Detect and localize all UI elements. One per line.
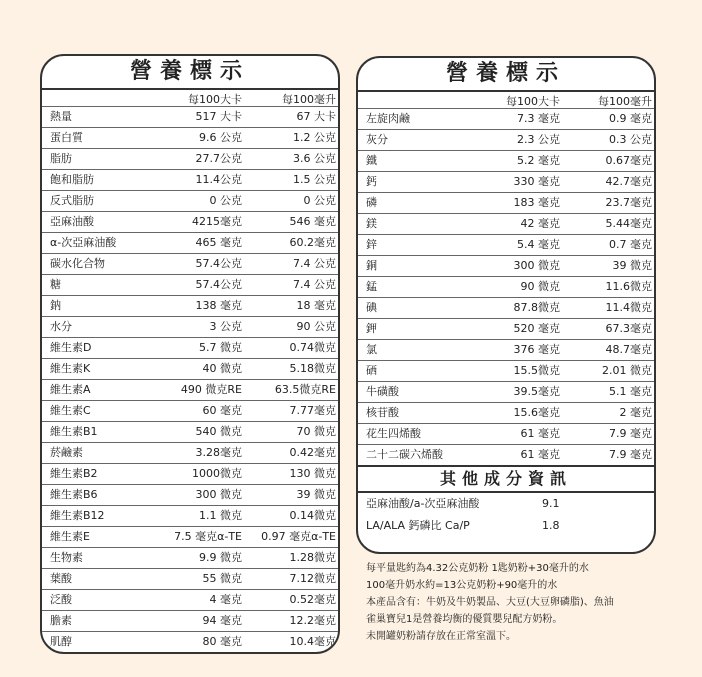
nutrient-row [42,358,338,379]
nutrient-row [42,442,338,463]
value-per-100kcal: 39.5毫克 [513,385,560,398]
nutrient-row [358,297,654,318]
value-per-100ml: 0.67毫克 [605,154,652,167]
value-per-100kcal: 61 毫克 [520,448,560,461]
nutrient-row [358,108,654,129]
value-per-100ml: 7.9 毫克 [609,427,652,440]
nutrient-name: 飽和脂肪 [50,173,94,186]
value-per-100ml: 23.7毫克 [605,196,652,209]
nutrient-name: 二十二碳六烯酸 [366,448,443,461]
value-per-100ml: 42.7毫克 [605,175,652,188]
value-per-100ml: 18 毫克 [296,299,336,312]
value-per-100kcal: 80 毫克 [202,635,242,648]
nutrient-name: 脂肪 [50,152,72,165]
column-header-row [42,90,338,106]
nutrient-row [42,253,338,274]
value-per-100kcal: 4 毫克 [209,593,242,606]
nutrient-row [42,295,338,316]
value-per-100ml: 0 公克 [303,194,336,207]
nutrient-row [358,234,654,255]
nutrient-rows [42,106,338,652]
value-per-100kcal: 376 毫克 [513,343,560,356]
value-per-100ml: 2 毫克 [619,406,652,419]
value-per-100ml: 0.7 毫克 [609,238,652,251]
nutrient-name: 熱量 [50,110,72,123]
value-per-100ml: 7.4 公克 [293,257,336,270]
value-per-100kcal: 3.28毫克 [195,446,242,459]
nutrient-name: 肌醇 [50,635,72,648]
nutrient-row [42,232,338,253]
column-header-per-100ml: 每100毫升 [598,95,652,108]
value-per-100ml: 0.42毫克 [289,446,336,459]
nutrient-row [42,589,338,610]
value-per-100ml: 39 微克 [296,488,336,501]
value-per-100kcal: 3 公克 [209,320,242,333]
value-per-100ml: 7.12微克 [289,572,336,585]
nutrient-name: 維生素E [50,530,90,543]
nutrient-row [42,169,338,190]
nutrient-name: α-次亞麻油酸 [50,236,117,249]
value-per-100ml: 11.6微克 [605,280,652,293]
value-per-100ml: 39 微克 [612,259,652,272]
other-info-rows [358,493,654,537]
value-per-100ml: 67.3毫克 [605,322,652,335]
other-info-row [358,493,654,515]
value-per-100kcal: 9.6 公克 [199,131,242,144]
nutrient-row [42,526,338,547]
nutrient-name: 磷 [366,196,377,209]
nutrient-row [358,171,654,192]
nutrient-row [42,505,338,526]
nutrient-name: 維生素B12 [50,509,105,522]
nutrient-row [42,610,338,631]
value-per-100ml: 546 毫克 [289,215,336,228]
value-per-100kcal: 517 大卡 [195,110,242,123]
panel-title: 營養標示 [358,58,654,92]
value-per-100ml: 2.01 微克 [602,364,652,377]
value-per-100ml: 0.97 毫克α-TE [261,530,336,543]
nutrient-row [358,360,654,381]
nutrient-name: 反式脂肪 [50,194,94,207]
other-info-title: 其他成分資訊 [358,465,654,493]
nutrient-name: 維生素K [50,362,91,375]
value-per-100kcal: 7.3 毫克 [517,112,560,125]
nutrient-name: 鈉 [50,299,61,312]
column-header-row [358,92,654,108]
value-per-100ml: 0.74微克 [289,341,336,354]
note-line: 100毫升奶水約=13公克奶粉+90毫升的水 [366,580,558,591]
nutrient-name: 鉀 [366,322,377,335]
nutrient-name: 菸鹼素 [50,446,83,459]
value-per-100kcal: 5.7 微克 [199,341,242,354]
nutrient-row [358,423,654,444]
nutrient-row [358,444,654,465]
value-per-100ml: 1.2 公克 [293,131,336,144]
value-per-100kcal: 0 公克 [209,194,242,207]
other-info-name: 亞麻油酸/a-次亞麻油酸 [366,497,480,510]
nutrient-name: 氯 [366,343,377,356]
value-per-100kcal: 57.4公克 [195,257,242,270]
nutrient-name: 鈣 [366,175,377,188]
nutrient-row [358,255,654,276]
value-per-100kcal: 87.8微克 [513,301,560,314]
value-per-100kcal: 7.5 毫克α-TE [174,530,242,543]
note-line: 雀巢寶兒1是營養均衡的優質嬰兒配方奶粉。 [366,614,563,625]
nutrient-name: 鎂 [366,217,377,230]
nutrient-row [42,421,338,442]
usage-notes [366,560,686,645]
value-per-100ml: 5.1 毫克 [609,385,652,398]
value-per-100ml: 7.4 公克 [293,278,336,291]
nutrient-row [42,463,338,484]
value-per-100kcal: 61 毫克 [520,427,560,440]
nutrient-row [42,127,338,148]
nutrient-row [42,400,338,421]
value-per-100ml: 60.2毫克 [289,236,336,249]
nutrient-row [42,190,338,211]
value-per-100ml: 0.9 毫克 [609,112,652,125]
nutrient-name: 維生素B2 [50,467,98,480]
nutrient-rows [358,108,654,465]
nutrient-name: 糖 [50,278,61,291]
value-per-100kcal: 60 毫克 [202,404,242,417]
value-per-100kcal: 57.4公克 [195,278,242,291]
nutrient-name: 花生四烯酸 [366,427,421,440]
nutrient-name: 錳 [366,280,377,293]
value-per-100ml: 90 公克 [296,320,336,333]
note-line: 每平量匙約為4.32公克奶粉 1匙奶粉+30毫升的水 [366,563,589,574]
nutrient-name: 碳水化合物 [50,257,105,270]
nutrient-row [358,402,654,423]
nutrient-name: 生物素 [50,551,83,564]
nutrient-name: 核苷酸 [366,406,399,419]
nutrient-name: 銅 [366,259,377,272]
column-header-per-100kcal: 每100大卡 [506,95,560,108]
nutrient-name: 鋅 [366,238,377,251]
nutrient-row [42,484,338,505]
nutrient-name: 碘 [366,301,377,314]
value-per-100kcal: 11.4公克 [195,173,242,186]
value-per-100kcal: 1000微克 [192,467,242,480]
nutrient-row [358,276,654,297]
nutrient-row [358,213,654,234]
value-per-100kcal: 138 毫克 [195,299,242,312]
nutrient-name: 左旋肉鹼 [366,112,410,125]
nutrient-row [42,631,338,652]
nutrient-name: 蛋白質 [50,131,83,144]
value-per-100kcal: 540 微克 [195,425,242,438]
value-per-100kcal: 330 毫克 [513,175,560,188]
value-per-100kcal: 5.4 毫克 [517,238,560,251]
nutrient-name: 牛磺酸 [366,385,399,398]
nutrient-row [358,318,654,339]
nutrient-name: 維生素C [50,404,91,417]
nutrient-name: 維生素A [50,383,91,396]
nutrient-row [358,381,654,402]
nutrient-row [42,568,338,589]
value-per-100kcal: 520 毫克 [513,322,560,335]
value-per-100kcal: 1.1 微克 [199,509,242,522]
other-info-row [358,515,654,537]
nutrient-name: 泛酸 [50,593,72,606]
panel-title: 營養標示 [42,56,338,90]
nutrient-name: 鐵 [366,154,377,167]
nutrient-row [42,274,338,295]
value-per-100ml: 67 大卡 [296,110,336,123]
value-per-100ml: 1.5 公克 [293,173,336,186]
nutrient-row [42,316,338,337]
value-per-100kcal: 27.7公克 [195,152,242,165]
nutrient-row [42,148,338,169]
other-info-name: LA/ALA 鈣磷比 Ca/P [366,519,470,532]
value-per-100ml: 3.6 公克 [293,152,336,165]
value-per-100ml: 11.4微克 [605,301,652,314]
nutrition-table-right [356,56,656,554]
nutrient-row [42,106,338,127]
other-info-value: 1.8 [542,519,560,532]
note-line: 本產品含有：牛奶及牛奶製品、大豆(大豆卵磷脂)、魚油 [366,597,614,608]
value-per-100kcal: 5.2 毫克 [517,154,560,167]
value-per-100ml: 63.5微克RE [274,383,336,396]
value-per-100kcal: 94 毫克 [202,614,242,627]
nutrient-row [358,192,654,213]
nutrient-row [42,547,338,568]
value-per-100kcal: 15.6毫克 [513,406,560,419]
value-per-100kcal: 4215毫克 [192,215,242,228]
nutrient-row [42,337,338,358]
value-per-100kcal: 465 毫克 [195,236,242,249]
nutrient-row [358,150,654,171]
value-per-100ml: 10.4毫克 [289,635,336,648]
value-per-100ml: 5.18微克 [289,362,336,375]
nutrient-name: 水分 [50,320,72,333]
value-per-100kcal: 183 毫克 [513,196,560,209]
nutrient-name: 亞麻油酸 [50,215,94,228]
nutrient-name: 葉酸 [50,572,72,585]
value-per-100ml: 0.52毫克 [289,593,336,606]
value-per-100ml: 1.28微克 [289,551,336,564]
column-header-per-100ml: 每100毫升 [282,93,336,106]
value-per-100ml: 70 微克 [296,425,336,438]
other-info-value: 9.1 [542,497,560,510]
value-per-100ml: 0.14微克 [289,509,336,522]
value-per-100ml: 12.2毫克 [289,614,336,627]
value-per-100kcal: 90 微克 [520,280,560,293]
value-per-100ml: 48.7毫克 [605,343,652,356]
nutrient-row [42,379,338,400]
value-per-100kcal: 42 毫克 [520,217,560,230]
value-per-100kcal: 2.3 公克 [517,133,560,146]
nutrient-row [358,339,654,360]
value-per-100ml: 7.9 毫克 [609,448,652,461]
column-header-per-100kcal: 每100大卡 [188,93,242,106]
value-per-100ml: 0.3 公克 [609,133,652,146]
nutrient-row [358,129,654,150]
nutrient-name: 膽素 [50,614,72,627]
note-line: 未開罐奶粉請存放在正常室溫下。 [366,631,516,642]
value-per-100ml: 5.44毫克 [605,217,652,230]
value-per-100kcal: 300 微克 [195,488,242,501]
value-per-100kcal: 15.5微克 [513,364,560,377]
value-per-100ml: 7.77毫克 [289,404,336,417]
value-per-100ml: 130 微克 [289,467,336,480]
value-per-100kcal: 300 微克 [513,259,560,272]
nutrient-row [42,211,338,232]
value-per-100kcal: 55 微克 [202,572,242,585]
nutrient-name: 維生素D [50,341,92,354]
nutrition-table-left [40,54,340,654]
nutrient-name: 灰分 [366,133,388,146]
nutrient-name: 維生素B6 [50,488,98,501]
value-per-100kcal: 490 微克RE [180,383,242,396]
nutrient-name: 硒 [366,364,377,377]
nutrient-name: 維生素B1 [50,425,98,438]
value-per-100kcal: 9.9 微克 [199,551,242,564]
value-per-100kcal: 40 微克 [202,362,242,375]
